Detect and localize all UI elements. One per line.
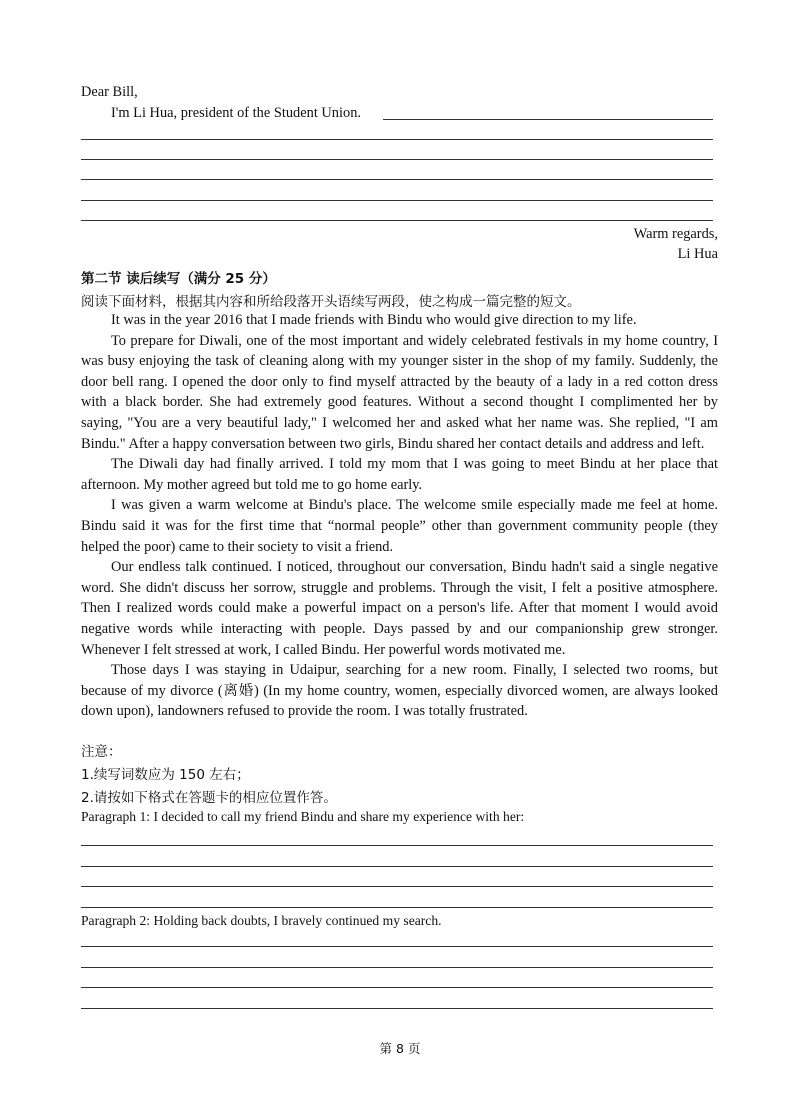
section-instruction: 阅读下面材料，根据其内容和所给段落开头语续写两段，使之构成一篇完整的短文。 (81, 294, 581, 310)
writing-line[interactable] (81, 866, 713, 867)
letter-opening: I'm Li Hua, president of the Student Union. (111, 105, 361, 121)
story-paragraph: It was in the year 2016 that I made friends with Bindu who would give direction to my life. (111, 312, 637, 328)
writing-line[interactable] (383, 119, 713, 120)
writing-line[interactable] (81, 845, 713, 846)
writing-line[interactable] (81, 1008, 713, 1009)
writing-line[interactable] (81, 907, 713, 908)
story-text (81, 310, 718, 722)
letter-greeting: Dear Bill, (81, 84, 138, 100)
writing-line[interactable] (81, 200, 713, 201)
writing-line[interactable] (81, 967, 713, 968)
letter-closing: Warm regards, (633, 226, 718, 242)
note-answer-format: 2.请按如下格式在答题卡的相应位置作答。 (81, 790, 337, 806)
story-paragraph: Those days I was staying in Udaipur, searching for a new room. Finally, I selected two rooms, but because of my divorce (离婚) (In my home country, women, especially divorced women, are always looked down upon), landowners refused to provide the room. I was totally frustrated. (81, 662, 718, 720)
letter-signature: Li Hua (677, 246, 718, 262)
story-paragraph: I was given a warm welcome at Bindu's place. The welcome smile especially made me feel at home. Bindu said it was for the first time that “normal people” other than government community people (they helped the poor) came to their society to visit a friend. (81, 497, 718, 555)
writing-line[interactable] (81, 220, 713, 221)
story-paragraph: Our endless talk continued. I noticed, throughout our conversation, Bindu hadn't said a single negative word. She didn't discuss her sorrow, struggle and problems. Through the visit, I felt a positive atmosphere. Then I realized words could make a powerful impact on a person's life. After that moment I would avoid negative words while interacting with people. Days passed by and our companionship grew stronger. Whenever I felt stressed at work, I called Bindu. Her powerful words motivated me. (81, 559, 718, 658)
writing-line[interactable] (81, 179, 713, 180)
paragraph1-prompt: Paragraph 1: I decided to call my friend Bindu and share my experience with her: (81, 809, 525, 824)
section-heading: 第二节 读后续写（满分 25 分） (81, 271, 276, 287)
paragraph2-prompt: Paragraph 2: Holding back doubts, I bravely continued my search. (81, 913, 442, 928)
writing-line[interactable] (81, 886, 713, 887)
writing-line[interactable] (81, 159, 713, 160)
page-number: 第 8 页 (379, 1041, 421, 1056)
writing-line[interactable] (81, 946, 713, 947)
writing-line[interactable] (81, 987, 713, 988)
writing-line[interactable] (81, 139, 713, 140)
notes-label: 注意： (81, 744, 122, 760)
story-paragraph: The Diwali day had finally arrived. I told my mom that I was going to meet Bindu at her place that afternoon. My mother agreed but told me to go home early. (81, 456, 718, 493)
note-word-count: 1.续写词数应为 150 左右； (81, 767, 250, 783)
story-paragraph: To prepare for Diwali, one of the most important and widely celebrated festivals in my home country, I was busy enjoying the task of cleaning along with my younger sister in the shop of my family. Suddenly, the door bell rang. I opened the door only to find myself attracted by the beauty of a lady in a red cotton dress with a black border. She had extremely good features. Without a second thought I complimented her by saying, "You are a very beautiful lady," I welcomed her and asked what her name was. She replied, "I am Bindu." After a happy conversation between two girls, Bindu shared her contact details and address and left. (81, 332, 718, 452)
